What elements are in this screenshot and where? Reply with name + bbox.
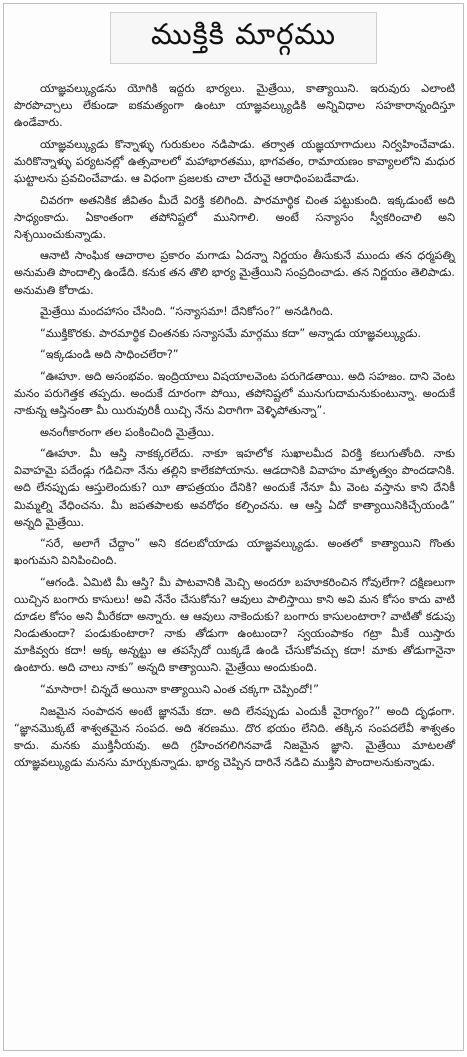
paragraph: ఆనాటి సాంఘిక ఆచారాల ప్రకారం మగాడు ఏదన్నా నిర్ణయం తీసుకునే ముందు తన ధర్మపత్ని అనుమతి పొందాల్సి ఉండేది. కనుక తన తొలి భార్య మైత్రేయిని సంప్రదించాడు. తన నిర్ణయం తెలిపాడు. అనుమతి కోరాడు. xyxy=(14,249,455,297)
paragraph: “ఊహూ. అది అసంభవం. ఇంద్రియాలు విషయాలవెంట పరుగెడతాయి. అది సహజం. దాని వెంట మనం పరుగెత్తక తప్పదు. అందుకే దూరంగా పోయి, తపోనిష్టలో మునుగుదామనుకుంటున్నా. అందుకే నాకున్న ఆస్తినంతా మీ యిరువురికీ యిచ్చి నేను విరాగిగా వెళ్ళిపోతున్నా”. xyxy=(14,369,455,418)
paragraph: “ఊహూ. మీ ఆస్తి నాకక్కరలేదు. నాకూ ఇహలోక సుఖాలమీద విరక్తి కలుగుతోంది. నాకు వివాహమై పదేండ్లు గడిచినా నేను తల్లిని కాలేకపోయాను. ఆడదానికి వివాహం మాతృత్వం పొందడానికి. అది లేనప్పుడు ఆస్తులెందుకు? యీ తాపత్రయం దేనికి? అందుకే నేనూ మీ వెంట వస్తాను కాని దేనికీ మిమ్మల్ని వేధించను. మీ జపతపాలకు అవరోధం కల్పించను. ఆ ఆస్తి ఏదో కాత్యాయినికిచ్చేయండి” అన్నది మైత్రేయి. xyxy=(14,447,455,529)
paragraph: మైత్రేయి మందహాసం చేసింది. “సన్యాసమా! దేనికోసం?” అనడిగింది. xyxy=(40,305,334,319)
article-page xyxy=(3,3,464,1051)
paragraph: చివరగా అతనికిక జీవితం మీదే విరక్తి కలిగింది. పారమార్థిక చింత పట్టుకుంది. ఇక్కడుంటే అది సాధ్యంకాదు. ఏకాంతంగా తపోనిష్టలో మునిగాలి. అంటే సన్యాసం స్వీకరించాలి అని నిశ్చయించుకున్నాడు. xyxy=(14,193,455,241)
title-box xyxy=(110,12,377,64)
paragraph: “ఇక్కడుండి అది సాధించలేరా?” xyxy=(40,348,179,362)
page-title: ముక్తికి మార్గము xyxy=(150,17,337,51)
paragraph: అనంగీకారంగా తల పంకించింది మైత్రేయి. xyxy=(40,425,215,439)
paragraph: యాజ్ఞవల్క్యుడను యోగికి ఇద్దరు భార్యలు. మైత్రేయి, కాత్యాయిని. ఇరువురు ఎలాంటి పొరపొచ్చాలు లేకుండా ఐకమత్యంగా ఉంటూ యాజ్ఞవల్క్యుడికి అన్నివిధాల సహకారాన్నందిస్తూ ఉండేవారు. xyxy=(14,82,455,130)
paragraph: “ఆగండి. ఏమిటి మీ ఆస్తి? మీ పాటవానికి మెచ్చి అందరూ బహూకరించిన గోవులేగా? దక్షిణలుగా యిచ్చిన బంగారు కాసులు! అవి నేనేం చేసుకోను? ఆవులు పాలిస్తాయి కాని అవి మన కోసం కాదు వాటి దూడల కోసం అని మీరేకదా అన్నారు. ఆ ఆవులు నాకెందుకు? బంగారు కాసులంటారా? వాటితో కడుపు నిండుతుందా? పండుకుంటారా? నాకు తోడుగా ఉంటుందా? స్వయంపాకం గట్రా మీకే యిస్తారు మాకివ్వరు కదా! అక్క అన్నట్టు ఆ తపస్సేదో యిక్కడే ఉండి చేసుకోవచ్చు కదా! మాకు తోడుగానైనా ఉంటారు. అది చాలు నాకు” అన్నది కాత్యాయిని. మైత్రేయి అందుకుంది. xyxy=(14,575,455,675)
paragraph: యాజ్ఞవల్క్యుడు కొన్నాళ్ళు గురుకులం నడిపాడు. తర్వాత యజ్ఞయాగాదులు నిర్వహించేవాడు. మరికొన్నాళ్ళు పర్యటనల్లో ఉత్సవాలలో మహాభారతము, భాగవతం, రామాయణం కావ్యాలలోని మధుర ఘట్టాలను ప్రవచించేవాడు. ఆ విధంగా ప్రజలకు చాలా చేరువై ఆరాధింపబడేవాడు. xyxy=(14,137,455,185)
paragraph: “ముక్తికొరకు. పారమార్థిక చింతనకు సన్యాసమే మార్గము కదా” అన్నాడు యాజ్ఞవల్క్యుడు. xyxy=(40,326,421,340)
paragraph: “మాసారా! చిన్నదే అయినా కాత్యాయిని ఎంత చక్కగా చెప్పిందో!” xyxy=(40,683,319,696)
article-body xyxy=(14,80,455,1044)
paragraph: నిజమైన సంపాదన అంటే జ్ఞానమే కదా. అది లేనప్పుడు ఎందుకీ వైరాగ్యం?” అంది దృఢంగా. “జ్ఞానమొక్కటే శాశ్వతమైన సంపద. అది శరణము. దొర భయం లేనిది. తక్కిన సంపదలేవీ శాశ్వతం కాదు. మనకు ముక్తినీయవు. అది గ్రహించగలిగినవాడే నిజమైన జ్ఞాని. మైత్రేయి మాటలతో యాజ్ఞవల్క్యుడు మనసు మార్చుకున్నాడు. భార్య చెప్పిన దారినే నడిచి ముక్తిని పొందాలనుకున్నాడు. xyxy=(14,704,455,769)
paragraph: “సరే, అలాగే చేద్దాం” అని కదలబోయాడు యాజ్ఞవల్క్యుడు. అంతలో కాత్యాయిని గొంతు ఖంగుమని వినిపించింది. xyxy=(14,537,455,568)
